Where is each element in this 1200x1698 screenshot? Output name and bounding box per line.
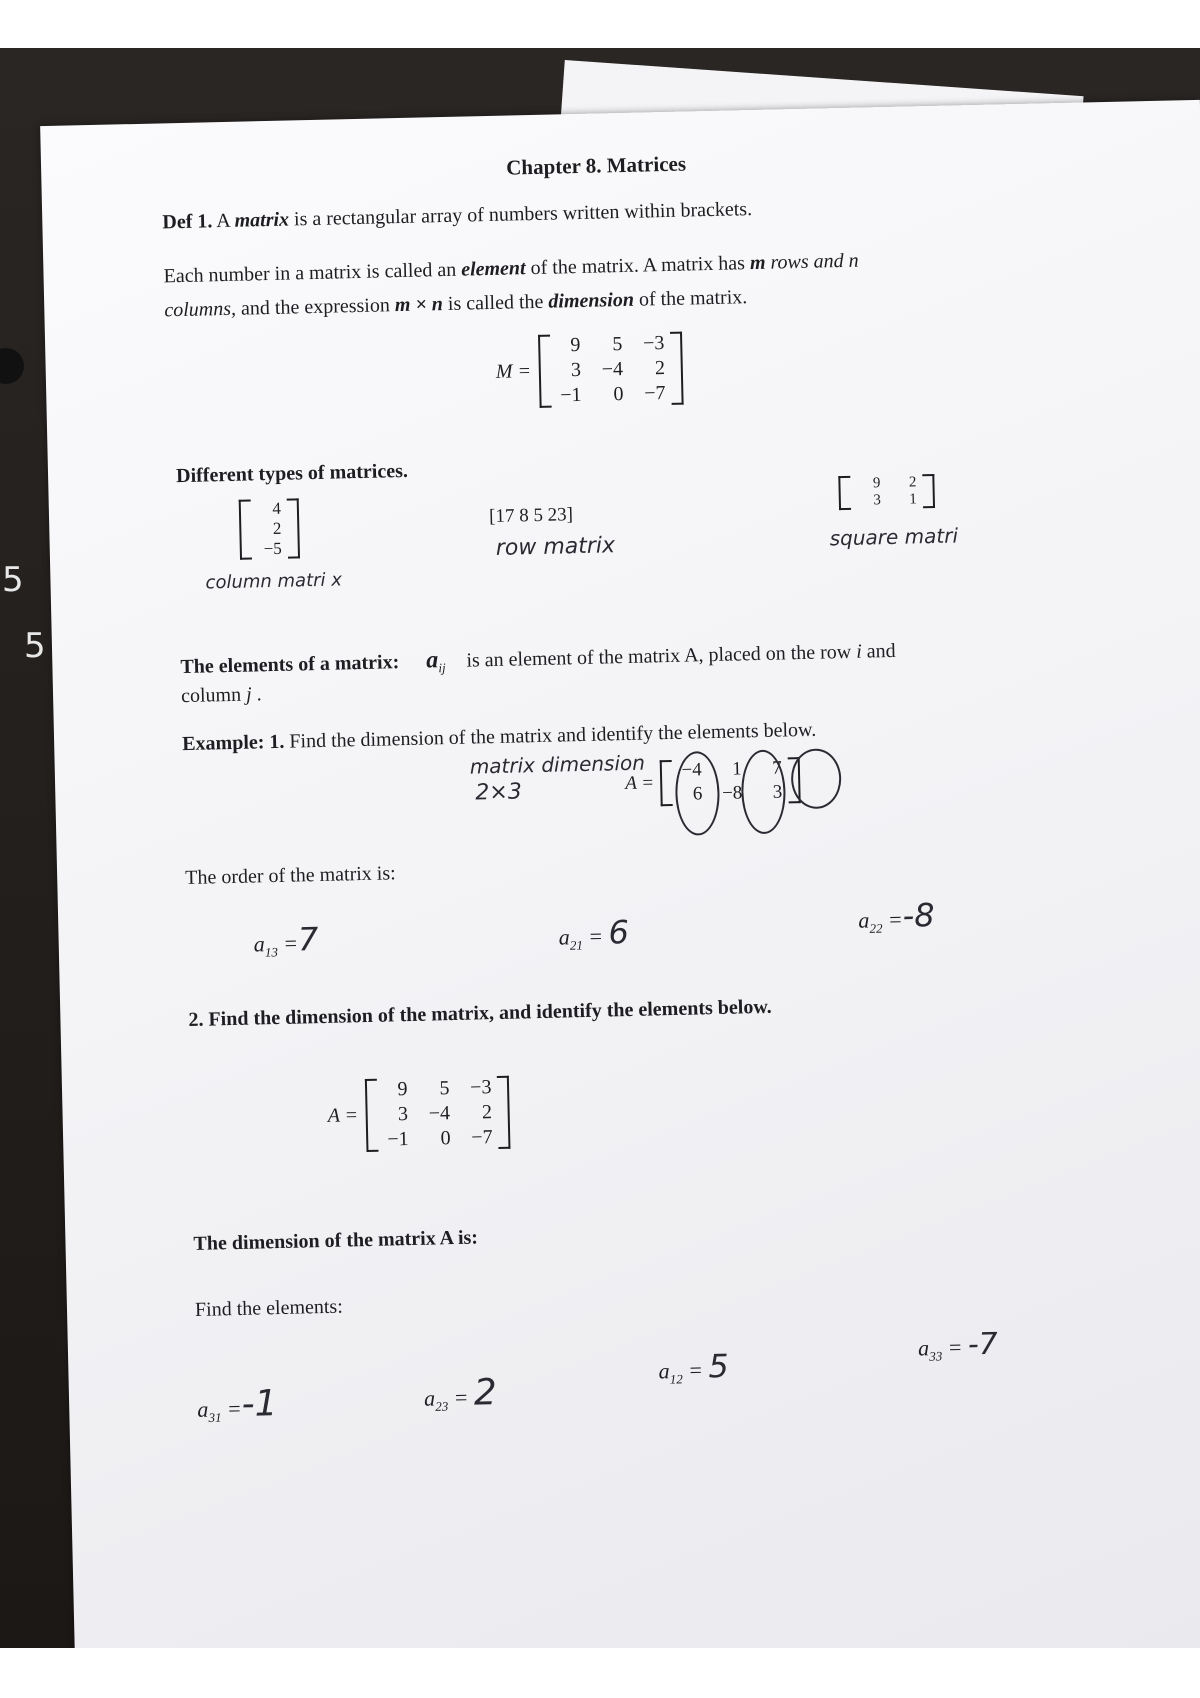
dimension-label: The dimension of the matrix A is: xyxy=(193,1226,479,1255)
column-matrix: 4 2 −5 xyxy=(239,498,300,559)
margin-mark: 5 xyxy=(24,626,46,666)
element-a22: $a_{22} =-8$ xyxy=(858,896,935,936)
element-a31: $a_{31} =-1$ xyxy=(197,1383,278,1426)
find-elements-label: Find the elements: xyxy=(194,1295,344,1321)
matrix-cell: −4 xyxy=(601,358,624,381)
punch-hole xyxy=(0,348,24,384)
matrix-a-example-2: A = 9 5 −3 3 −4 2 −1 0 −7 xyxy=(327,1076,511,1153)
term-matrix: matrix xyxy=(234,208,290,232)
square-matrix-note: square matri xyxy=(829,523,959,551)
def-label: Def 1. xyxy=(162,210,213,234)
matrix-dimension-note: matrix dimension xyxy=(469,750,646,779)
element-a33: $a_{33} = -7$ xyxy=(917,1326,999,1364)
paragraph-line-1: Each number in a matrix is called an element of the matrix. A matrix has m rows and n xyxy=(163,249,859,288)
row-matrix: [17 8 5 23] xyxy=(488,504,574,528)
element-a23: $a_{23} = 2$ xyxy=(423,1372,498,1414)
types-heading: Different types of matrices. xyxy=(175,459,409,488)
elements-line-2: column j . xyxy=(180,683,262,708)
photo-background xyxy=(0,48,1200,1648)
matrix-cell: 5 xyxy=(612,333,623,356)
circled-column xyxy=(790,748,841,809)
element-a12: $a_{12} = 5$ xyxy=(658,1346,730,1387)
matrix-cell: −7 xyxy=(643,382,666,405)
matrix-label: M = xyxy=(495,360,532,383)
element-a13: $a_{13} =7$ xyxy=(253,920,319,960)
matrix-cell: 9 xyxy=(570,333,581,357)
matrix-a-example-1: A = −4 1 7 6 −8 3 xyxy=(625,757,801,807)
square-matrix: 9 2 3 1 xyxy=(838,474,935,510)
dimension-answer: 2×3 xyxy=(475,779,523,806)
matrix-cell: 2 xyxy=(654,357,666,380)
chapter-title: Chapter 8. Matrices xyxy=(505,151,687,180)
example-2-line: 2. Find the dimension of the matrix, and identify the elements below. xyxy=(188,995,772,1032)
row-matrix-note: row matrix xyxy=(495,533,616,561)
paragraph-line-2: columns, and the expression m × n is called the dimension of the matrix. xyxy=(164,286,748,322)
order-label: The order of the matrix is: xyxy=(184,862,396,890)
column-matrix-note: column matri x xyxy=(205,569,343,594)
matrix-cell: 0 xyxy=(613,382,624,406)
definition-line: Def 1. A matrix is a rectangular array of numbers written within brackets. xyxy=(162,198,753,234)
element-a21: $a_{21} = 6$ xyxy=(558,913,630,953)
worksheet-page xyxy=(40,100,1200,1648)
matrix-m xyxy=(495,332,684,409)
matrix-cell: −3 xyxy=(642,332,665,355)
example-1-line: Example: 1. Find the dimension of the matrix and identify the elements below. xyxy=(181,718,817,756)
elements-line-1: The elements of a matrix: $a_{ij}$ is an element of the matrix A, placed on the row i and xyxy=(180,639,896,679)
matrix-cell: 3 xyxy=(570,358,582,382)
margin-mark: 5 xyxy=(2,560,24,600)
matrix-cell: −1 xyxy=(560,383,582,407)
